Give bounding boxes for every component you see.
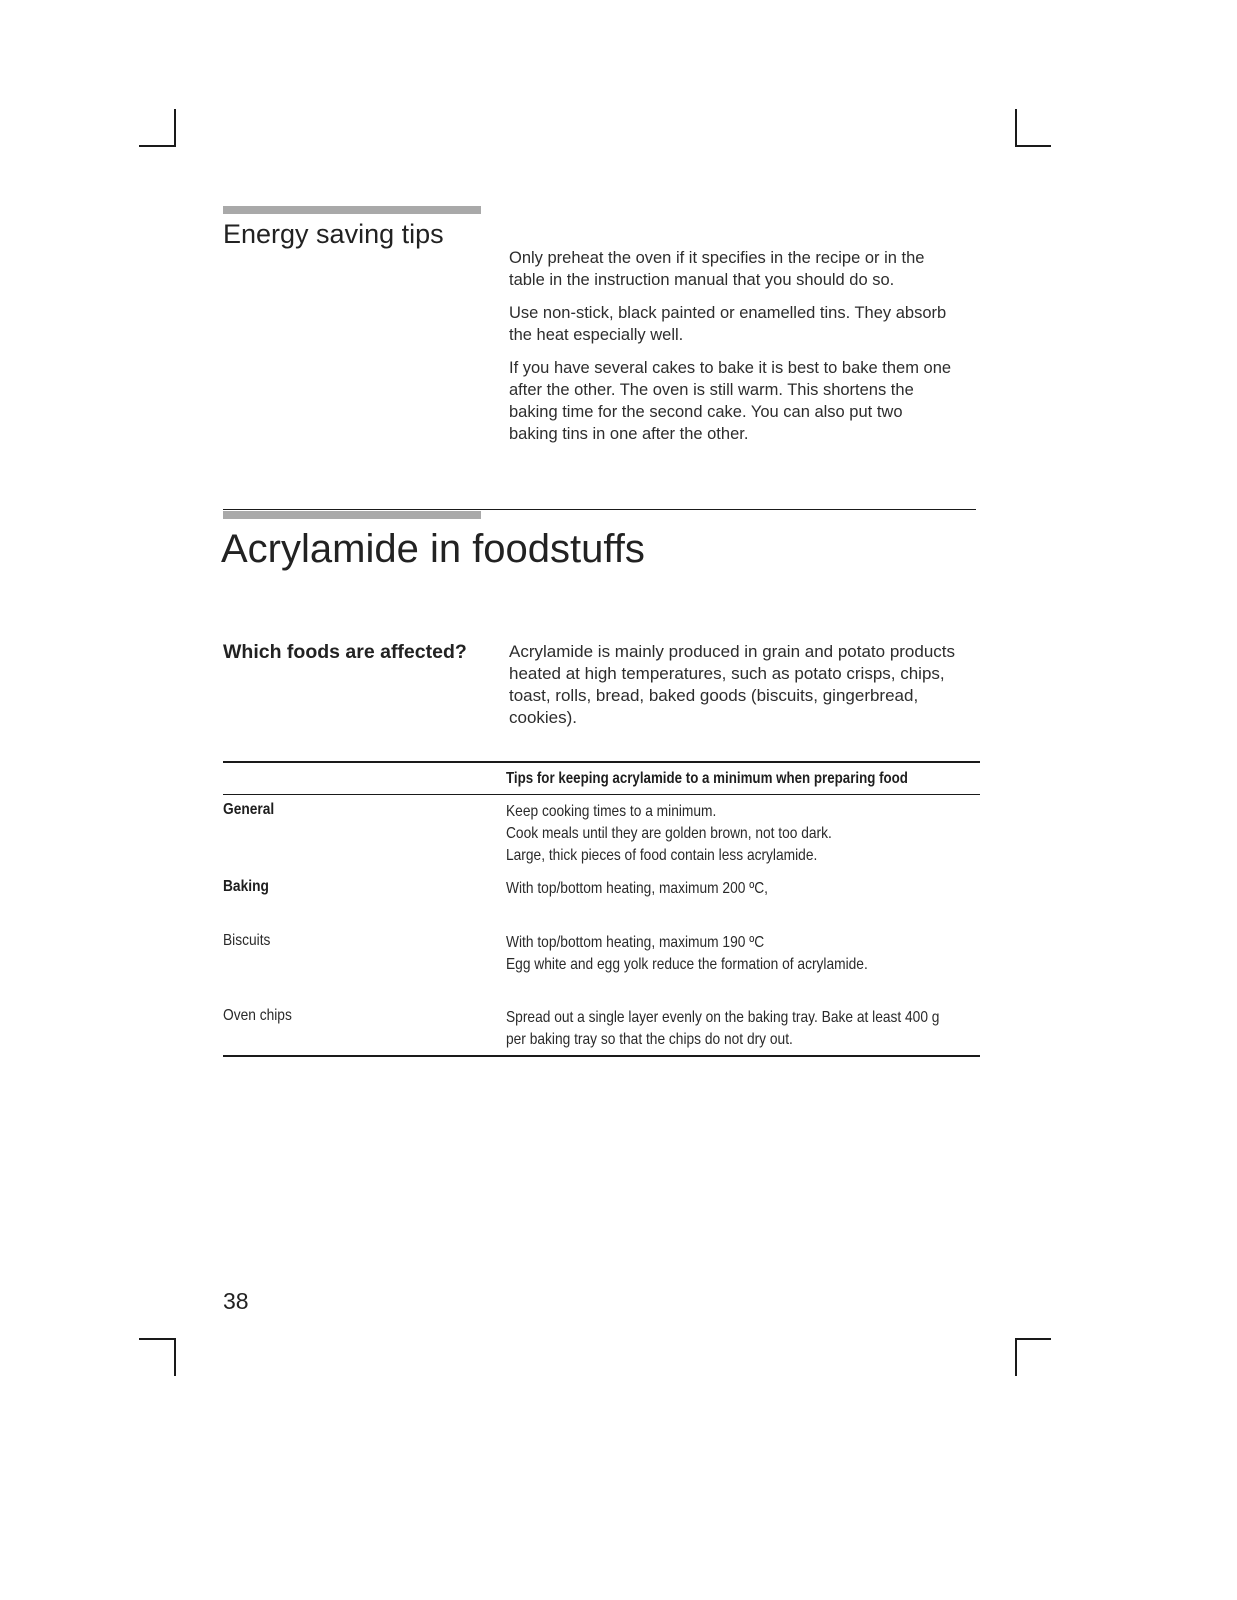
- crop-mark-top-right-v: [1015, 109, 1017, 147]
- row-content-biscuits: With top/bottom heating, maximum 190 ºC Egg white and egg yolk reduce the formation of acrylamide.: [506, 934, 868, 973]
- row-content-baking: With top/bottom heating, maximum 200 ºC,: [506, 880, 768, 897]
- row-content-general: Keep cooking times to a minimum. Cook meals until they are golden brown, not too dark. Large, thick pieces of food contain less acrylamide.: [506, 803, 832, 864]
- acrylamide-section-accent-bar: [223, 511, 481, 519]
- affected-foods-subheading: Which foods are affected?: [223, 641, 467, 663]
- energy-tip-1: Only preheat the oven if it specifies in the recipe or in the table in the instruction manual that you should do so.: [509, 249, 925, 289]
- page-number: 38: [223, 1288, 249, 1314]
- crop-mark-top-left-h: [139, 145, 175, 147]
- row-content-oven-chips: Spread out a single layer evenly on the baking tray. Bake at least 400 g per baking tray so that the chips do not dry out.: [506, 1009, 940, 1048]
- energy-tip-3: If you have several cakes to bake it is best to bake them one after the other. The oven is still warm. This shortens the baking time for the second cake. You can also put two baking tins in one after the other.: [509, 359, 952, 443]
- crop-mark-bottom-left-v: [174, 1338, 176, 1376]
- acrylamide-title: Acrylamide in foodstuffs: [221, 527, 645, 571]
- row-label-biscuits: Biscuits: [223, 932, 271, 949]
- acrylamide-tips-table: [223, 761, 980, 1057]
- affected-foods-text: Acrylamide is mainly produced in grain and potato products heated at high temperatures, such as potato crisps, chips, toast, rolls, bread, baked goods (biscuits, gingerbread, cookies).: [509, 642, 956, 727]
- energy-section-accent-bar: [223, 206, 481, 214]
- energy-tip-2: Use non-stick, black painted or enamelled tins. They absorb the heat especially well.: [509, 304, 947, 344]
- row-label-baking: Baking: [223, 878, 269, 895]
- table-top-rule: [223, 761, 980, 763]
- crop-mark-bottom-left-h: [139, 1338, 175, 1340]
- table-bottom-rule: [223, 1055, 980, 1057]
- energy-section-heading: Energy saving tips: [223, 219, 444, 249]
- table-header-rule: [223, 794, 980, 795]
- row-label-oven-chips: Oven chips: [223, 1007, 292, 1024]
- crop-mark-bottom-right-h: [1015, 1338, 1051, 1340]
- crop-mark-bottom-right-v: [1015, 1338, 1017, 1376]
- crop-mark-top-right-h: [1015, 145, 1051, 147]
- row-label-general: General: [223, 801, 275, 818]
- table-header: Tips for keeping acrylamide to a minimum when preparing food: [506, 770, 908, 787]
- crop-mark-top-left-v: [174, 109, 176, 147]
- acrylamide-section-rule: [223, 509, 976, 510]
